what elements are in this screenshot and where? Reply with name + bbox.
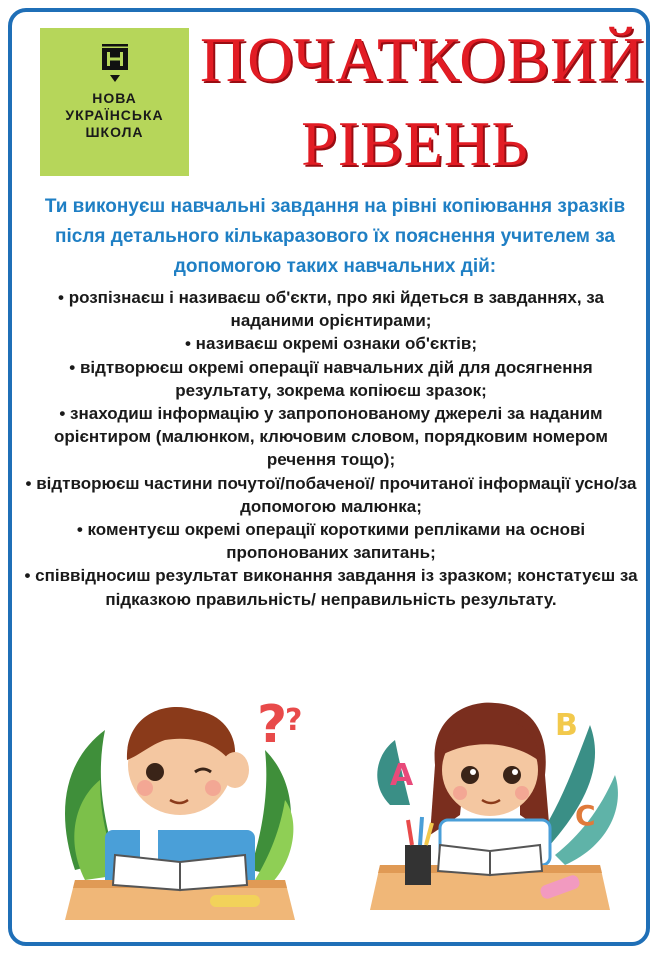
- logo-line-3: ШКОЛА: [85, 124, 144, 140]
- nus-logo-icon: [100, 42, 130, 88]
- bullet-list: [20, 286, 642, 611]
- bullet-item: • відтворюєш окремі операції навчальних дій для досягнення результату, зокрема копіюєш зразок;: [69, 357, 593, 400]
- svg-text:?: ?: [285, 703, 303, 738]
- logo-line-1: НОВА: [92, 90, 137, 106]
- bullet-item: • співвідносиш результат виконання завдання із зразком; констатуєш за підказкою правильність/ неправильність результату.: [24, 566, 638, 609]
- svg-text:?: ?: [257, 695, 288, 755]
- svg-text:C: C: [575, 799, 596, 832]
- title-line-2: РІВЕНЬ: [301, 108, 529, 179]
- logo-line-2: УКРАЇНСЬКА: [65, 107, 164, 123]
- nus-logo: [40, 28, 189, 176]
- svg-text:B: B: [555, 708, 578, 743]
- girl-writing-illustration: [370, 695, 630, 930]
- title-line-1: ПОЧАТКОВИЙ: [200, 24, 645, 95]
- bullet-item: • називаєш окремі ознаки об'єктів;: [184, 334, 477, 354]
- bullet-item: • відтворюєш частини почутої/побаченої/ прочитаної інформації усно/за допомогою малюнка;: [25, 473, 637, 516]
- bullet-item: • розпізнаєш і називаєш об'єкти, про які йдеться в завданнях, за наданими орієнтирами;: [58, 288, 604, 331]
- intro-text: Ти виконуєш навчальні завдання на рівні копіювання зразків після детального кількаразового їх пояснення учителем за допомогою таких навчальних дій:: [44, 196, 626, 277]
- bullet-item: • знаходиш інформацію у запропонованому джерелі за наданим орієнтиром (малюнком, ключовим словом, порядковим номером речення тощо);: [54, 404, 608, 470]
- svg-text:A: A: [390, 758, 414, 793]
- bullet-item: • коментуєш окремі операції короткими репліками на основі пропонованих запитань;: [76, 520, 586, 563]
- boy-thinking-illustration: [45, 690, 315, 930]
